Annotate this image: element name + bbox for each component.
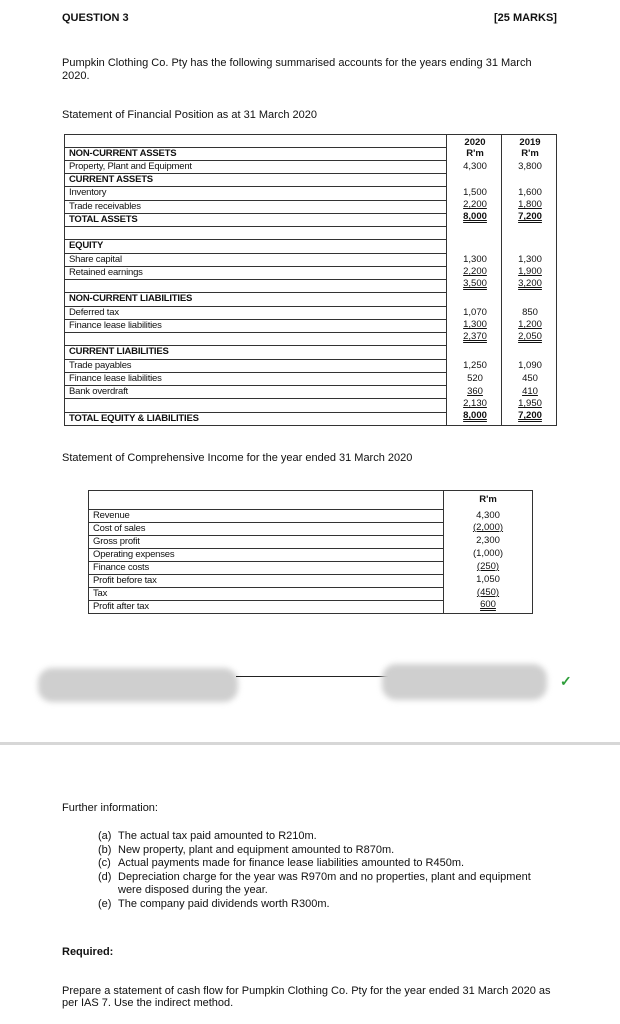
income-value: 600 [480,599,496,610]
item-key: (e) [98,897,112,910]
row-label: Profit before tax [93,575,157,586]
header-unit-2020: R'm [466,148,484,159]
row-label: Finance lease liabilities [69,373,162,384]
value-2020: 3,500 [463,278,487,289]
item-key: (b) [98,843,112,856]
value-2019: 3,200 [518,278,542,289]
row-label: Trade receivables [69,201,141,212]
value-2019: 410 [522,386,538,397]
intro-paragraph: Pumpkin Clothing Co. Pty has the following summarised accounts for the years ending 31 March 2020. [62,57,532,82]
value-2019: 1,200 [518,319,542,330]
item-key: (d) [98,870,112,883]
item-text: New property, plant and equipment amounted to R870m. [118,843,395,856]
row-label: Finance costs [93,562,150,573]
value-2019: 1,900 [518,266,542,277]
row-label: TOTAL EQUITY & LIABILITIES [69,413,199,424]
value-2020: 2,200 [463,199,487,210]
item-key: (c) [98,857,111,869]
question-title: QUESTION 3 [62,12,129,24]
row-label: Profit after tax [93,601,149,612]
item-text: Depreciation charge for the year was R970m and no properties, plant and equipment were disposed during the year. [118,870,531,896]
row-label: Trade payables [69,360,132,371]
item-text: Actual payments made for finance lease liabilities amounted to R450m. [118,857,465,869]
row-label: Operating expenses [93,549,175,560]
value-2020: 2,370 [463,331,487,342]
value-2019: 2,050 [518,331,542,342]
value-2020: 360 [467,386,483,397]
list-item [98,844,548,858]
row-label: Bank overdraft [69,386,128,397]
comprehensive-income-table [88,490,533,614]
value-2020: 1,070 [463,307,487,318]
row-label: Gross profit [93,536,140,547]
item-text: The company paid dividends worth R300m. [118,897,330,910]
value-2019: 1,600 [518,187,542,198]
income-value: 1,050 [476,574,500,585]
value-2020: 1,500 [463,187,487,198]
required-task: Prepare a statement of cash flow for Pumpkin Clothing Co. Pty for the year ended 31 March 2020 as per IAS 7. Use the indirect method. [62,985,551,1009]
row-label: Retained earnings [69,267,143,278]
question-marks: [25 MARKS] [494,12,557,24]
value-2020: 2,130 [463,398,487,409]
income-value: 2,300 [476,535,500,546]
further-info-list [98,830,548,911]
required-heading: Required: [62,946,114,958]
row-label: Tax [93,588,108,599]
redacted-area [38,668,238,702]
value-2019: 1,090 [518,360,542,371]
sci-title: Statement of Comprehensive Income for the year ended 31 March 2020 [62,452,413,464]
value-2019: 3,800 [518,161,542,172]
row-label: EQUITY [69,240,104,251]
income-value: (250) [476,561,500,572]
value-2019: 1,950 [518,398,542,409]
row-label: TOTAL ASSETS [69,214,138,225]
income-value: 4,300 [476,510,500,521]
value-2019: 7,200 [518,410,542,421]
value-2020: 520 [467,373,483,384]
value-2020: 1,300 [463,254,487,265]
redacted-area [382,664,547,700]
header-2020: 2020 [464,137,486,148]
value-2020: 1,250 [463,360,487,371]
value-2020: 4,300 [463,161,487,172]
row-label: NON-CURRENT ASSETS [69,148,177,159]
divider-line [236,676,388,677]
list-item [98,871,548,898]
value-2020: 8,000 [463,410,487,421]
financial-position-table [64,134,557,426]
row-label: Inventory [69,187,107,198]
value-2020: 1,300 [463,319,487,330]
income-value: (1,000) [472,548,504,559]
income-value: (2,000) [472,522,504,533]
list-item [98,898,548,912]
header-2019: 2019 [519,137,541,148]
item-text: The actual tax paid amounted to R210m. [118,830,317,842]
row-label: Cost of sales [93,523,146,534]
check-mark-icon: ✓ [560,673,572,689]
value-2019: 1,800 [518,199,542,210]
value-2019: 1,300 [518,254,542,265]
row-label: CURRENT LIABILITIES [69,346,169,357]
row-label: Share capital [69,254,122,265]
item-key: (a) [98,830,112,842]
row-label: CURRENT ASSETS [69,174,153,185]
row-label: Finance lease liabilities [69,320,162,331]
income-value: (450) [476,587,500,598]
value-2020: 2,200 [463,266,487,277]
list-item [98,857,548,871]
value-2019: 450 [522,373,538,384]
value-2019: 850 [522,307,538,318]
header-unit: R'm [479,494,497,505]
sfp-title: Statement of Financial Position as at 31 March 2020 [62,109,317,121]
value-2019: 7,200 [518,211,542,222]
row-label: NON-CURRENT LIABILITIES [69,293,193,304]
value-2020: 8,000 [463,211,487,222]
row-label: Property, Plant and Equipment [69,161,192,172]
further-info-heading: Further information: [62,802,158,814]
row-label: Deferred tax [69,307,119,318]
list-item [98,830,548,844]
header-unit-2019: R'm [521,148,539,159]
row-label: Revenue [93,510,130,521]
